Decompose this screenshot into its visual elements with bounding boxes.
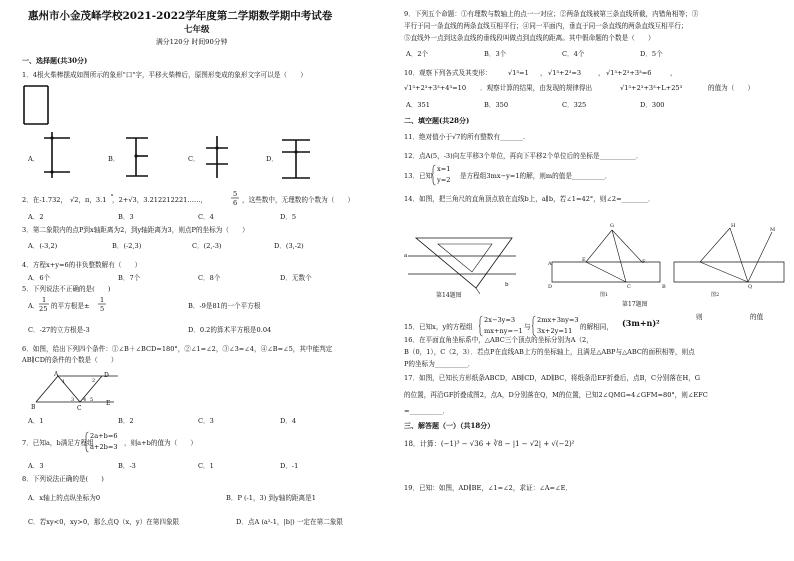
q8-stem: 8．下列说法正确的是( ) [22, 475, 104, 483]
q15-eq-3: 2mx+3ny=3 [537, 316, 579, 324]
q2-stem-c: ，2+√3，3.212212221……， [112, 196, 208, 204]
fig17-label-fig2: 图2 [711, 292, 720, 298]
fig17-label-e: E [582, 257, 586, 263]
q15-stem-e: 的值 [750, 313, 764, 321]
q5-opt-a-den2: 5 [100, 305, 105, 313]
q6-opt-d: D．4 [280, 417, 297, 425]
exam-meta: 满分120分 时间90分钟 [156, 38, 228, 46]
q6-label-1: 1 [62, 379, 66, 385]
fig14-label-b: b [505, 282, 509, 288]
q1-opt-b: B． [108, 155, 120, 163]
q13-eq-2: y=2 [437, 176, 451, 184]
q17-stem-3: =__________． [404, 407, 450, 415]
q4-opt-b: B．7个 [118, 274, 141, 282]
q6-stem-2: AB∥CD的条件的个数是（ ） [22, 356, 118, 364]
q10-opt-d: D．300 [640, 101, 665, 109]
fig17-label-g: G [610, 223, 614, 229]
q5-opt-c: C．-27的立方根是-3 [28, 326, 90, 334]
q1-opt-a: A． [28, 155, 40, 163]
q6-label-b: B [31, 404, 36, 411]
fig17-label-a: A [548, 261, 552, 267]
q4-stem: 4．方程x+y=6的非负整数解有（ ） [22, 261, 142, 269]
q4-opt-c: C．8个 [198, 274, 221, 282]
q16-stem-3: P的坐标为__________． [404, 360, 475, 368]
q2-stem-d: ，这些数中，无理数的个数为（ ） [242, 196, 355, 204]
q1-opt-c-figure [200, 134, 236, 180]
q2-stem-a: 2．在-1.732， [22, 196, 68, 204]
fig17-label-q: Q [748, 284, 753, 290]
q10-expr-3: √1³+2³+3³=6 [606, 69, 652, 77]
q2-stem-b: √2，π，3.1 [70, 196, 107, 204]
q5-opt-d: D．0.2的算术平方根是0.04 [188, 326, 272, 334]
fig14-caption: 第14题图 [436, 292, 462, 299]
q9-opt-c: C．4个 [562, 50, 585, 58]
q10-opt-b: B．350 [484, 101, 509, 109]
q4-opt-a: A．6个 [28, 274, 51, 282]
q7-opt-a: A．3 [28, 462, 44, 470]
q15-stem-b: 与 [524, 323, 531, 331]
q1-stem: 1．4根火柴棒摆成如图所示的象形"口"字，平移火柴棒后，原图形变成的象形文字可以是（ ） [22, 71, 307, 79]
q10-sep-3: ， [670, 69, 677, 77]
q5-stem: 5．下列说法不正确的是( ) [22, 285, 111, 293]
fig17-label-c: C [627, 284, 631, 290]
q8-opt-d: D．点A (a²-1，|b|) 一定在第二象限 [236, 518, 343, 526]
q6-opt-b: B．2 [118, 417, 134, 425]
q15-eq-1: 2x−3y=3 [484, 316, 516, 324]
q6-label-d: D [104, 372, 109, 379]
q1-opt-a-figure [40, 132, 76, 180]
q5-opt-a-prefix: A． [28, 302, 40, 310]
q6-stem-1: 6．如图，给出下列四个条件：①∠B＋∠BCD=180°，②∠1=∠2，③∠3=∠4，④∠B=∠5，其中能判定 [22, 345, 333, 353]
q19-stem: 19．已知：如图，AD∥BE，∠1=∠2，求证：∠A=∠E． [404, 484, 572, 492]
q6-label-4: 4 [83, 397, 87, 403]
q16-stem-2: B（0，1），C（2，3）．若点P在直线AB上方的坐标轴上，且满足△ABP与△ABC的面积相等，则点 [404, 348, 695, 356]
q1-opt-c: C． [188, 155, 200, 163]
q15-eq-2: mx+ny=−1 [484, 327, 523, 335]
q10-sep-1: ， [540, 69, 547, 77]
q2-opt-a: A．2 [28, 213, 44, 221]
q15-brace-2 [532, 316, 536, 336]
q10-stem-2c: √1³+2³+3³+L+25³ [620, 84, 683, 92]
q10-expr-1: √1³=1 [508, 69, 529, 77]
q13-eq-1: x=1 [437, 165, 451, 173]
q15-stem-d: 则 [696, 313, 703, 321]
q6-opt-c: C．3 [198, 417, 214, 425]
q9-opt-b: B．3个 [484, 50, 507, 58]
q7-opt-d: D．-1 [280, 462, 299, 470]
q10-stem-2a: √1³+2³+3³+4³=10 [404, 84, 467, 92]
q6-label-5: 5 [90, 397, 94, 403]
exam-title: 惠州市小金茂峄学校2021-2022学年度第二学期数学期中考试卷 [28, 10, 333, 22]
q3-opt-a: A．(-3,2) [28, 242, 58, 250]
q7-eq-2: a+2b=3 [90, 443, 118, 451]
q15-stem-c: 的解相同， [580, 323, 613, 331]
q12-stem: 12．点A(5，-3)向左平移3个单位，再向下平移2个单位后的坐标是___________． [404, 152, 643, 160]
q15-eq-4: 3x+2y=11 [537, 327, 573, 335]
q17-stem-1: 17．如图，已知长方形纸条ABCD，AB∥CD，AD∥BC，将纸条沿EF折叠后，点B，C分别落在H，G [404, 374, 701, 382]
q1-figure [22, 84, 52, 129]
q2-frac-den: 6 [233, 199, 238, 207]
q9-opt-d: D．5个 [640, 50, 663, 58]
section-answer-title: 三、解答题（一）（共18分） [404, 421, 495, 430]
q9-opt-a: A．2个 [406, 50, 429, 58]
q10-expr-2: √1³+2³=3 [548, 69, 582, 77]
q9-stem-3: ⑤直线外一点到这条直线的垂线段叫做点到直线的距离。其中假命题的个数是（ ） [404, 34, 655, 42]
q9-stem-1: 9．下列五个命题：①有理数与数轴上的点一一对应；②两条直线被第三条直线所截，内错角相等；③ [404, 10, 699, 18]
q17-stem-2: 的位置，再沿GF折叠成图2，点A，D分别落在Q，M的位置，已知2∠QMG=4∠GFM=80°，则∠EFC [404, 391, 708, 399]
q2-opt-b: B．3 [118, 213, 134, 221]
q11-stem: 11．绝对值小于√7的所有整数有_______. [404, 133, 526, 141]
q5-opt-b: B．-9是81的一个平方根 [188, 302, 261, 310]
q10-stem-1a: 10．观察下列各式及其变形： [404, 69, 492, 77]
q7-stem-b: ，则a+b的值为（ ） [124, 439, 198, 447]
q1-opt-d: D． [266, 155, 278, 163]
q4-opt-d: D．无数个 [280, 274, 312, 282]
fig17-label-f: F [642, 259, 646, 265]
grade-label: 七年级 [184, 25, 210, 35]
q3-opt-d: D．(3,-2) [274, 242, 304, 250]
q10-sep-2: ， [598, 69, 605, 77]
q2-opt-c: C．4 [198, 213, 214, 221]
q7-opt-c: C．1 [198, 462, 214, 470]
right-column [398, 0, 794, 561]
q3-opt-c: C．(2,-3) [192, 242, 222, 250]
q1-opt-d-figure [278, 134, 318, 180]
q7-opt-b: B．-3 [118, 462, 136, 470]
q6-label-2: 2 [92, 378, 96, 384]
section-choice-title: 一、选择题(共30分) [22, 56, 88, 65]
q16-stem-1: 16．在平面直角坐标系中，△ABC三个顶点的坐标分别为A（2， [404, 336, 593, 344]
q3-stem: 3．第二象限内的点P到x轴距离为2，到y轴距离为3，则点P的坐标为（ ） [22, 226, 249, 234]
q2-opt-d: D．5 [280, 213, 297, 221]
q6-label-c: C [77, 405, 82, 412]
q14-stem: 14．如图，把三角尺的直角顶点放在直线b上，a∥b，若∠1=42°，则∠2=________． [404, 195, 655, 203]
q13-stem-b: 是方程组3mx−y=1的解，则m的值是__________． [460, 172, 612, 180]
q15-stem-a: 15．已知x，y的方程组 [404, 323, 473, 331]
q10-stem-2b: ．观察计算的结果，由发现的规律得出 [480, 84, 593, 92]
fig17-caption: 第17题图 [622, 301, 648, 308]
fig17-label-d: D [548, 284, 553, 290]
q5-opt-a-den1: 25 [39, 305, 48, 313]
q10-opt-c: C．325 [562, 101, 587, 109]
q7-brace [85, 432, 89, 452]
q1-opt-b-figure [122, 134, 158, 180]
q15-expr: (3m+n)² [622, 318, 660, 328]
q5-opt-a-num1: 1 [42, 296, 47, 304]
q6-opt-a: A．1 [28, 417, 44, 425]
fig17-label-fig1: 图1 [600, 292, 609, 298]
fig17 [552, 226, 790, 292]
q7-eq-1: 2a+b=6 [90, 432, 118, 440]
q10-opt-a: A．351 [406, 101, 430, 109]
q13-brace [432, 165, 436, 185]
fig17-label-h: H [731, 223, 736, 229]
fig17-label-m: M [770, 227, 776, 233]
q5-opt-a-mid: 的平方根是± [51, 302, 90, 310]
q10-stem-2d: 的值为（ ） [708, 84, 755, 92]
fig14-label-a: a [404, 253, 408, 259]
q15-brace-1 [479, 316, 483, 336]
q6-label-3: 3 [71, 397, 75, 403]
q7-stem-a: 7．已知a，b满足方程组 [22, 439, 94, 447]
q13-stem-a: 13．已知 [404, 172, 433, 180]
q6-label-e: E [106, 400, 111, 407]
q18-stem: 18．计算：(−1)³ − √36 + ∛8 − |1 − √2| + √(−2)² [404, 440, 575, 448]
q8-opt-c: C．若xy<0，xy>0，那么点Q（x，y）在第四象限 [28, 518, 180, 526]
q2-frac-num: 5 [233, 190, 238, 198]
q8-opt-b: B．P (-1，3) 到y轴的距离是1 [226, 494, 316, 502]
q5-opt-a-num2: 1 [100, 296, 105, 304]
section-fill-title: 二、填空题(共28分) [404, 116, 470, 125]
q6-label-a: A [54, 371, 59, 378]
fig17-label-b: B [662, 284, 666, 290]
q3-opt-b: B．(-2,3) [112, 242, 142, 250]
q9-stem-2: 平行于同一条直线的两条直线互相平行；④同一平面内，垂直于同一条直线的两条直线互相平行； [404, 22, 688, 30]
q8-opt-a: A．x轴上的点纵坐标为0 [28, 494, 101, 502]
